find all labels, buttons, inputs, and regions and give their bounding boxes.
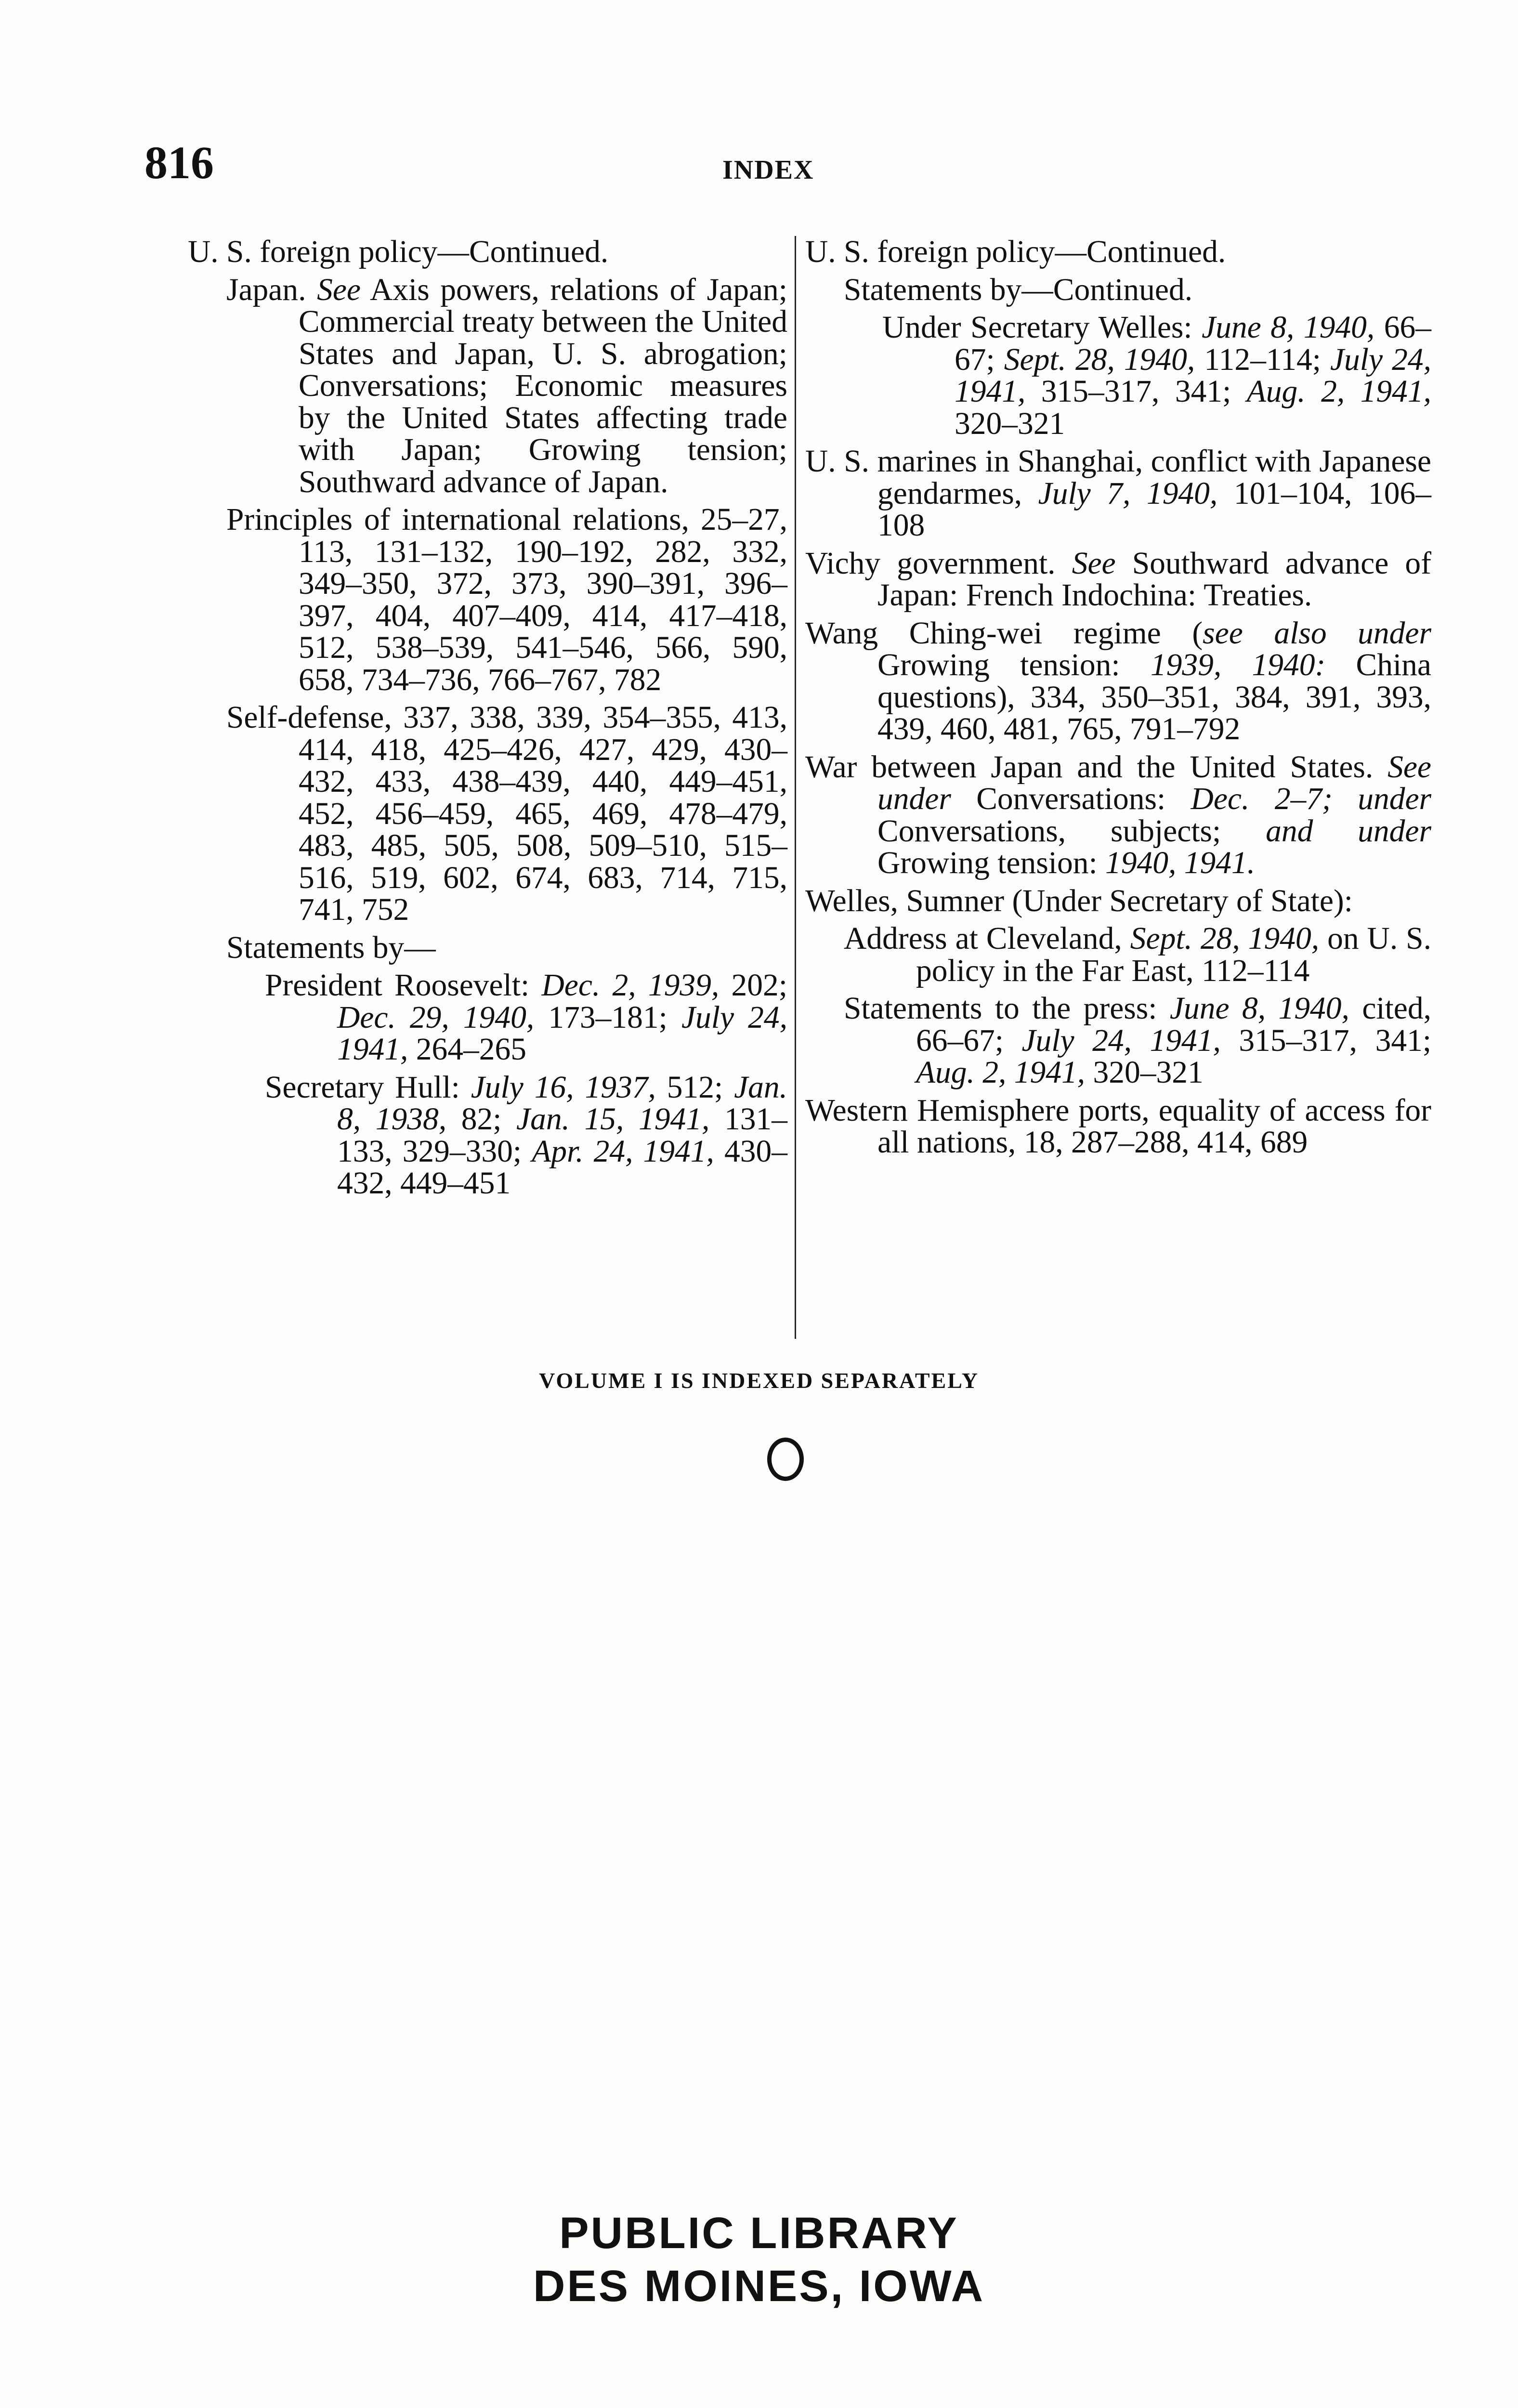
entry-label: U. S. marines in Shanghai, conflict with Japanese gendarmes, [805,444,1431,511]
entry-refs: Growing tension: [877,648,1151,682]
entry-pages: 131–133, 329–330; [337,1102,788,1169]
entry-label: Address at Cleveland, [844,921,1130,956]
entry-date: 1939, 1940: [1150,648,1326,682]
index-entry-welles-heading: Welles, Sumner (Under Secretary of State): [805,883,1353,918]
entry-refs: Axis powers, relations of Japan; Commercial treaty between the United States and Japan, U. S. abrogation; Conversations; Economic measures by the United States affecting trade with Japan; Growing tension; Southward advance of Japan. [299,272,787,499]
see-reference: See [317,272,361,307]
entry-pages: 173–181; [534,1000,681,1035]
entry-date: Jan. 15, 1941, [516,1102,710,1137]
entry-label: Under Secretary Welles: [882,310,1202,345]
volume-note: VOLUME I IS INDEXED SEPARATELY [539,1368,979,1393]
index-entry-vichy [805,548,1431,612]
index-entry-roosevelt [265,969,787,1066]
see-reference: see also under [1203,615,1431,651]
entry-label: War between Japan and the United States. [805,749,1388,785]
index-entry-press [844,993,1431,1089]
index-entry-principles: Principles of international relations, 25–27, 113, 131–132, 190–192, 282, 332, 349–350, 372, 373, 390–391, 396–397, 404, 407–409, 414, 417–418, 512, 538–539, 541–546, 566, 590, 658, 734–736, 766–767, 782 [226,502,787,697]
index-entry-western: Western Hemisphere ports, equality of access for all nations, 18, 287–288, 414, 689 [805,1093,1431,1160]
entry-refs: Growing tension: [877,846,1106,880]
library-stamp-line2: DES MOINES, IOWA [533,2262,985,2311]
entry-date: Dec. 29, 1940, [337,1000,535,1035]
entry-pages: 264–265 [408,1032,526,1067]
entry-pages: 112–114; [1195,342,1330,377]
library-stamp-line1: PUBLIC LIBRARY [559,2209,959,2258]
entry-refs: Conversations: [951,782,1191,816]
entry-date: Jan. 8, 1938, [337,1070,788,1137]
index-entry-wang [805,617,1431,746]
entry-date: June 8, 1940, [1202,310,1375,345]
entry-pages: cited, 66–67; [916,991,1431,1058]
statements-continued-heading: Statements by—Continued. [844,272,1193,307]
column-divider [795,236,796,1339]
entry-refs: Conversations, subjects; [877,813,1266,849]
entry-pages: 66–67; [955,310,1431,377]
entry-label: President Roosevelt: [265,968,542,1003]
entry-date: Sept. 28, 1940, [1130,921,1320,956]
index-entry-hull [265,1072,787,1200]
index-entry-statements-heading: Statements by— [226,930,436,965]
end-ornament-icon [767,1438,804,1481]
index-entry-address [844,923,1431,987]
entry-pages: 101–104, 106–108 [877,476,1432,543]
entry-date: July 24, 1941, [955,342,1432,409]
entry-date: Sept. 28, 1940, [1004,342,1195,377]
entry-label: Vichy government. [805,546,1072,581]
entry-label: Japan. [226,272,306,307]
entry-refs: Southward advance of Japan: French Indochina: Treaties. [877,546,1431,613]
index-column-right [805,236,1431,1165]
entry-date: Aug. 2, 1941, [1246,374,1431,409]
index-entry-war [805,751,1431,879]
continued-heading: U. S. foreign policy—Continued. [805,235,1226,269]
entry-pages: 512; [655,1070,734,1105]
page-number: 816 [144,137,214,188]
index-entry-marines [805,445,1431,542]
entry-label: Wang Ching-wei regime ( [805,615,1203,651]
entry-pages: 315–317, 341; [1220,1023,1432,1058]
entry-date: Aug. 2, 1941, [916,1055,1086,1090]
see-reference: See under [877,749,1431,816]
see-reference: and under [1266,813,1431,849]
entry-label: Secretary Hull: [265,1070,471,1105]
entry-date: 1940, 1941. [1105,846,1256,880]
index-entry-welles-statements [882,312,1431,440]
index-entry-self-defense: Self-defense, 337, 338, 339, 354–355, 413, 414, 418, 425–426, 427, 429, 430–432, 433, 438–439, 440, 449–451, 452, 456–459, 465, 469, 478–479, 483, 485, 505, 508, 509–510, 515–516, 519, 602, 674, 683, 714, 715, 741, 752 [226,700,787,927]
entry-date: Dec. 2, 1939, [541,968,720,1003]
entry-date: July 16, 1937, [471,1070,656,1105]
entry-date: Apr. 24, 1941, [532,1134,714,1169]
entry-date: June 8, 1940, [1169,991,1349,1026]
entry-date: July 7, 1940, [1038,476,1218,511]
see-reference: See [1072,546,1116,581]
entry-pages: 82; [446,1102,517,1137]
entry-pages: China questions), 334, 350–351, 384, 391, 393, 439, 460, 481, 765, 791–792 [877,648,1431,746]
entry-label: Statements to the press: [844,991,1170,1026]
continued-heading: U. S. foreign policy—Continued. [188,235,609,269]
entry-pages: 315–317, 341; [1025,374,1247,409]
entry-date: July 24, 1941, [337,1000,788,1067]
entry-pages: 320–321 [955,406,1065,441]
entry-pages: 202; [719,968,788,1003]
entry-date: Dec. 2–7; under [1191,782,1431,816]
entry-pages: on U. S. policy in the Far East, 112–114 [916,921,1431,988]
entry-date: July 24, 1941, [1021,1023,1221,1058]
index-entry-japan [226,274,787,498]
index-column-left [188,236,787,1205]
entry-pages: 430–432, 449–451 [337,1134,787,1201]
entry-pages: 320–321 [1085,1055,1204,1090]
running-head: INDEX [722,155,814,185]
